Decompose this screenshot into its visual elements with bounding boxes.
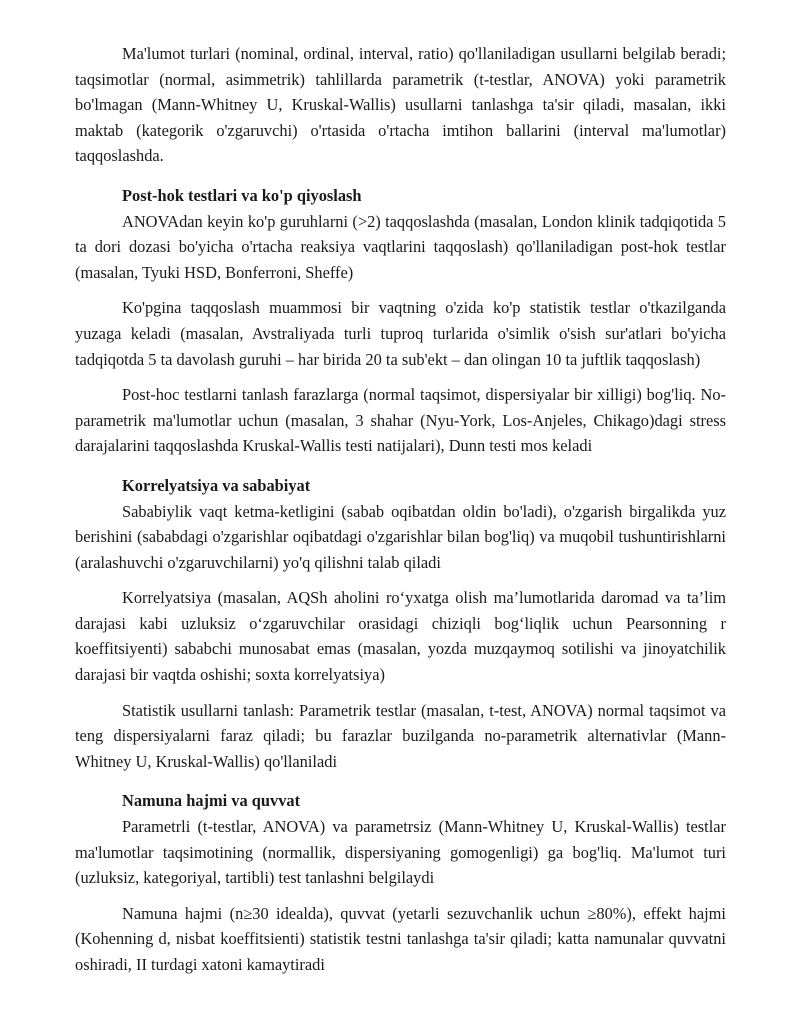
spacer (75, 575, 726, 585)
section-heading-sample-size: Namuna hajmi va quvvat (122, 791, 301, 811)
paragraph-data-types: Ma'lumot turlari (nominal, ordinal, interval, ratio) qo'llaniladigan usullarni belgilab beradi; taqsimotlar (normal, asimmetrik) tahlillarda parametrik (t-testlar, ANOVA) yoki parametrik bo'lmagan (Mann-Whitney U, Kruskal-Wallis) usullarni tanlashga ta'sir qiladi, masalan, ikki maktab (kategorik o'zgaruvchi) o'rtasida o'rtacha imtihon ballarini (interval ma'lumotlar) taqqoslashda. (75, 44, 726, 166)
spacer (75, 774, 726, 788)
spacer (75, 372, 726, 382)
spacer (75, 459, 726, 473)
section-heading-post-hoc: Post-hok testlari va ko'p qiyoslash (122, 185, 362, 205)
paragraph-post-hoc-choice: Post-hoc testlarni tanlash farazlarga (normal taqsimot, dispersiyalar bir xilligi) bog'liq. No-parametrik ma'lumotlar uchun (masalan, 3 shahar (Nyu-York, Los-Anjeles, Chikago)dagi stress darajalarini taqqoslashda Kruskal-Wallis testi natijalari), Dunn testi mos keladi (75, 385, 726, 456)
paragraph-statistical-methods: Statistik usullarni tanlash: Parametrik testlar (masalan, t-test, ANOVA) normal taqsimot va teng dispersiyalarni faraz qiladi; bu farazlar buzilganda no-parametrik alternativlar (Mann-Whitney U, Kruskal-Wallis) qo'llaniladi (75, 700, 726, 771)
paragraph-correlation: Korrelyatsiya (masalan, AQSh aholini ro‘yxatga olish ma’lumotlarida daromad va ta’lim darajasi kabi uzluksiz o‘zgaruvchilar orasidagi chiziqli bog‘liqlik uchun Pearsonning r koeffitsiyenti) sababchi munosabat emas (masalan, yozda muzqaymoq sotilishi va jinoyatchilik darajasi bir vaqtda oshishi; soxta korrelyatsiya) (75, 588, 726, 685)
spacer (75, 285, 726, 295)
section-heading-correlation: Korrelyatsiya va sababiyat (122, 475, 311, 495)
spacer (75, 688, 726, 698)
document-page (75, 41, 726, 978)
paragraph-parametric-tests: Parametrli (t-testlar, ANOVA) va parametrsiz (Mann-Whitney U, Kruskal-Wallis) testlar ma'lumotlar taqsimotining (normallik, dispersiyaning gomogenligi) ga bog'liq. Ma'lumot turi (uzluksiz, kategoriyal, tartibli) test tanlashni belgilaydi (75, 817, 726, 888)
spacer (75, 169, 726, 183)
paragraph-causality: Sababiylik vaqt ketma-ketligini (sabab oqibatdan oldin bo'ladi), o'zgarish birgalikda yuz berishini (sababdagi o'zgarishlar oqibatdagi o'zgarishlar bilan bog'liq) va muqobil tushuntirishlarni (aralashuvchi o'zgaruvchilarni) yo'q qilishni talab qiladi (75, 501, 726, 572)
spacer (75, 891, 726, 901)
paragraph-post-hoc-tests: ANOVAdan keyin ko'p guruhlarni (>2) taqqoslashda (masalan, London klinik tadqiqotida 5 ta dori dozasi bo'yicha o'rtacha reaksiya vaqtlarini taqqoslash) qo'llaniladigan post-hok testlar (masalan, Tyuki HSD, Bonferroni, Sheffe) (75, 211, 726, 282)
paragraph-sample-power: Namuna hajmi (n≥30 idealda), quvvat (yetarli sezuvchanlik uchun ≥80%), effekt hajmi (Kohenning d, nisbat koeffitsienti) statistik testni tanlashga ta'sir qiladi; katta namunalar quvvatni oshiradi, II turdagi xatoni kamaytiradi (75, 903, 726, 974)
paragraph-multiple-comparisons: Ko'pgina taqqoslash muammosi bir vaqtning o'zida ko'p statistik testlar o'tkazilganda yuzaga keladi (masalan, Avstraliyada turli tuproq turlarida o'simlik o'sish sur'atlari bo'yicha tadqiqotda 5 ta davolash guruhi – har birida 20 ta sub'ekt – dan olingan 10 ta juftlik taqqoslash) (75, 298, 726, 369)
